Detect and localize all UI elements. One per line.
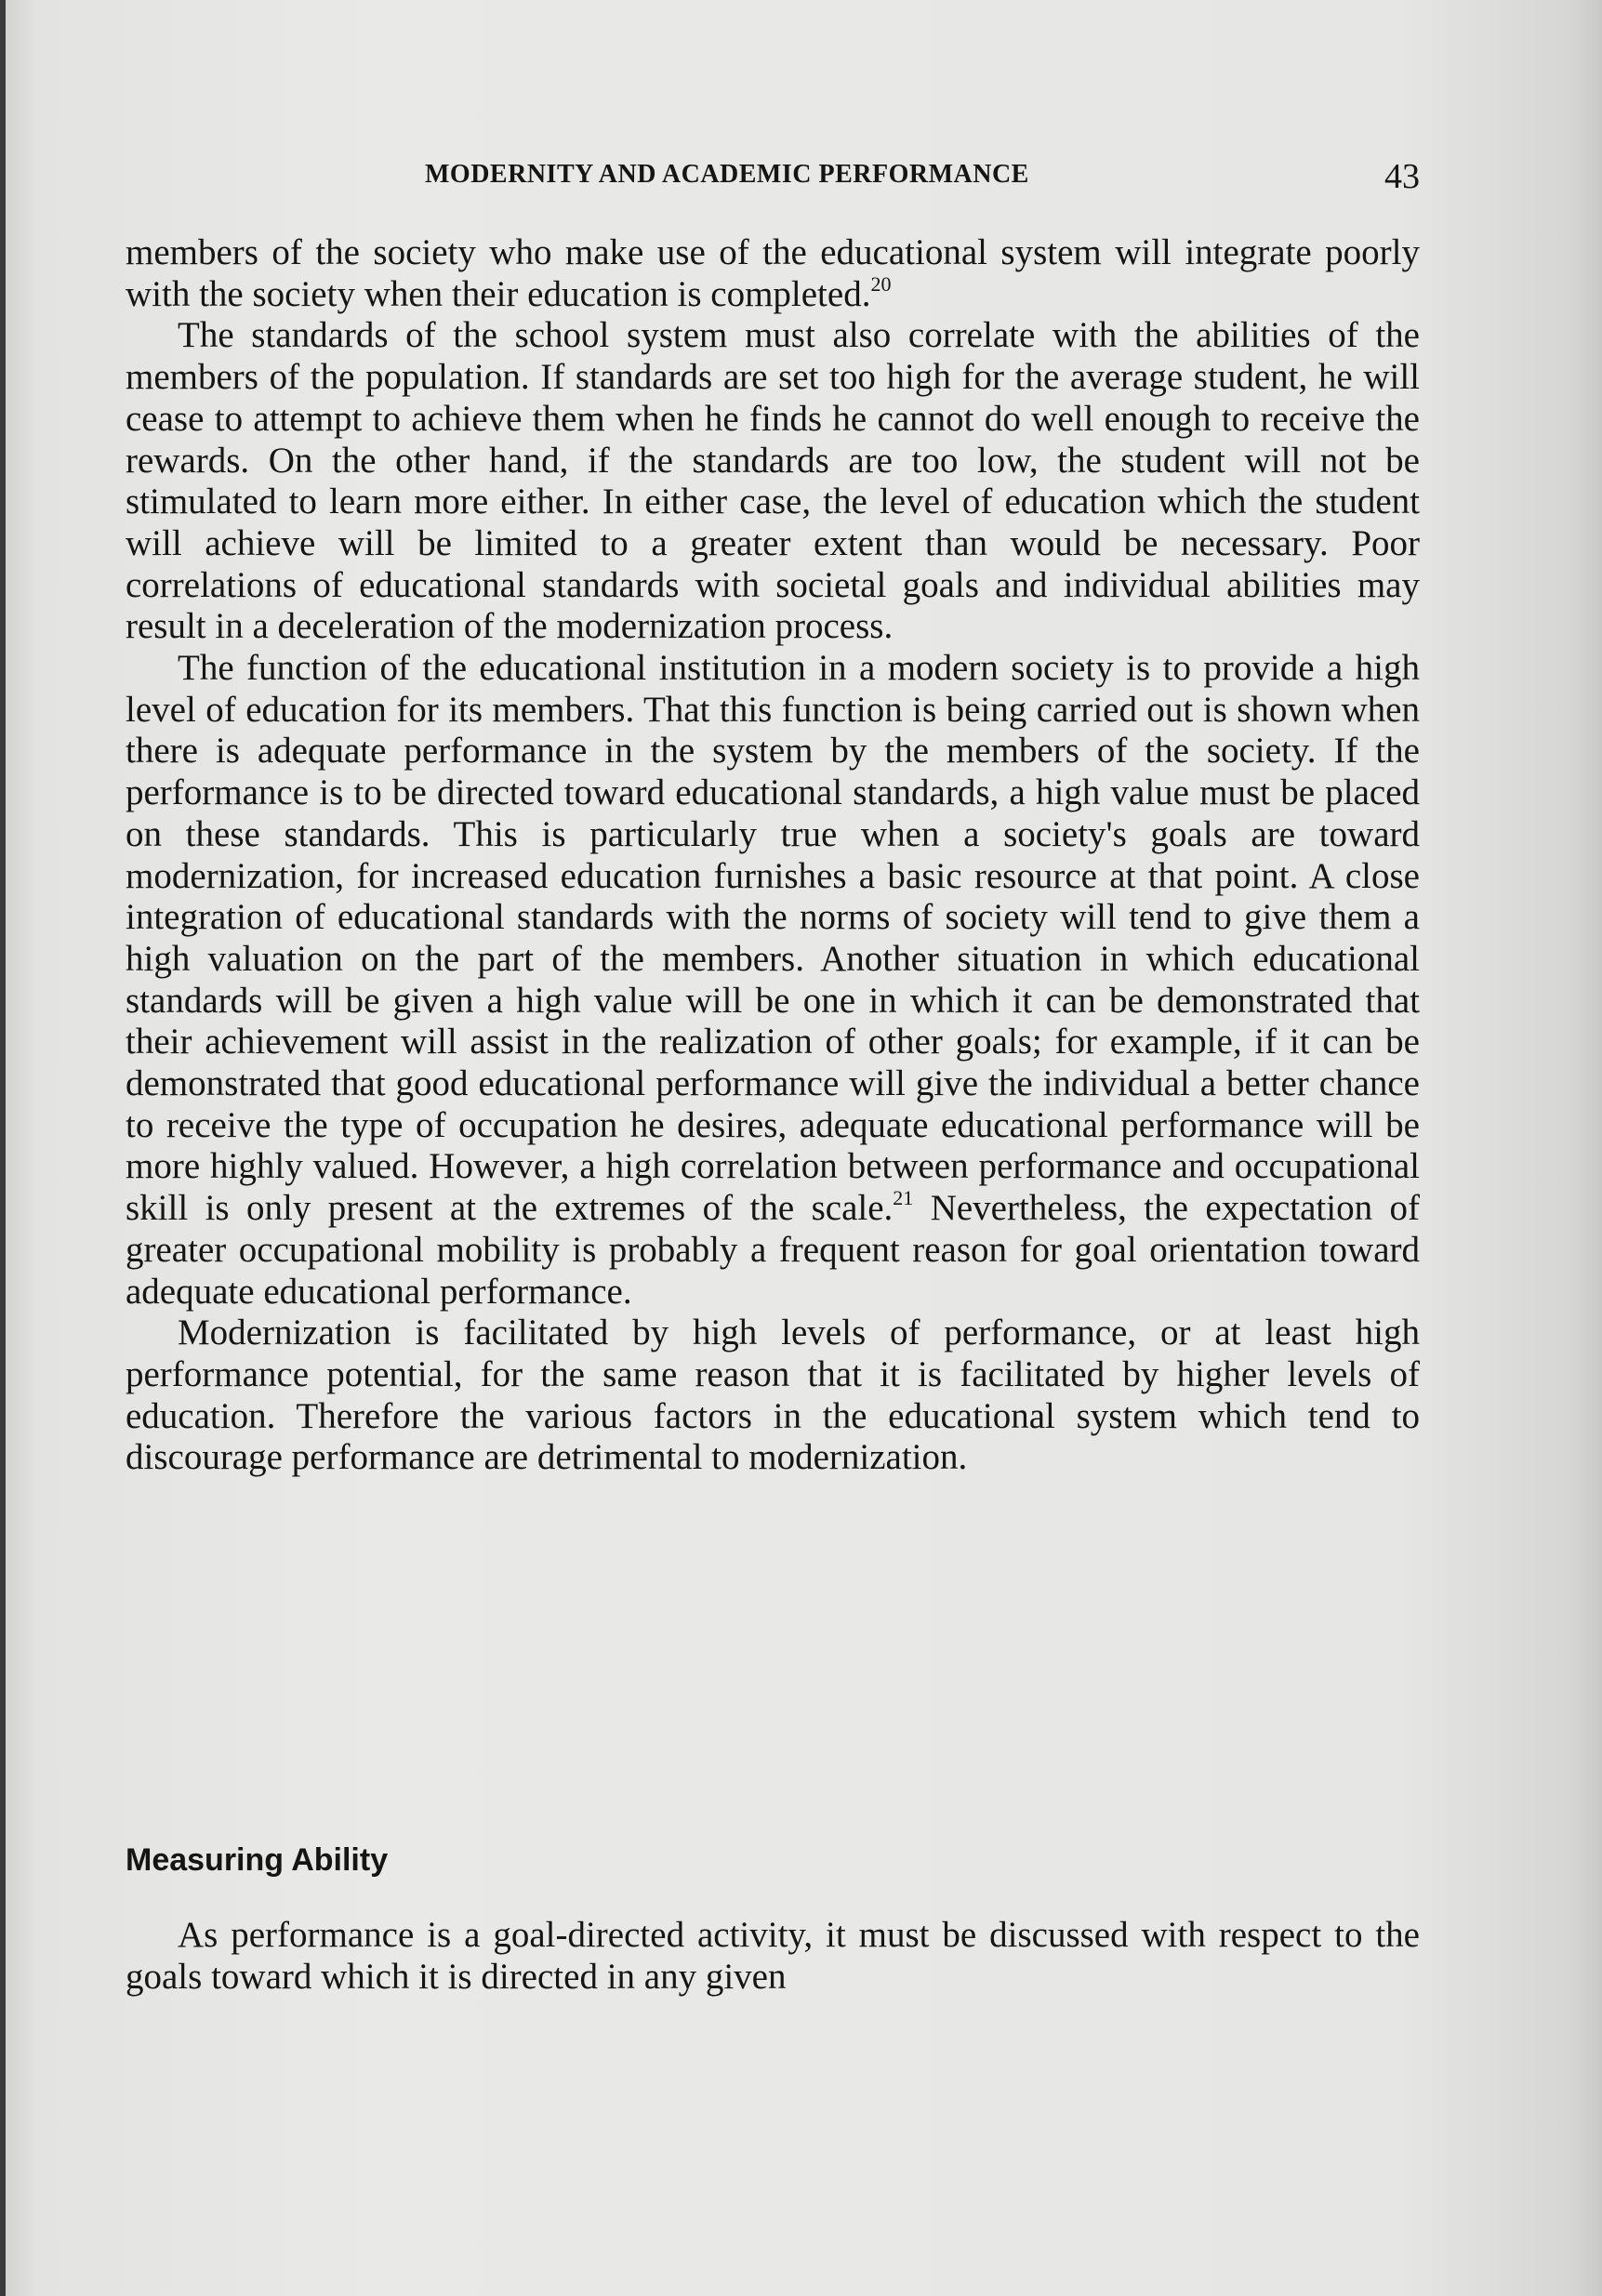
footnote-marker-20: 20: [870, 271, 892, 296]
paragraph-continued: [126, 232, 1420, 315]
page-binding-edge: [0, 0, 6, 2296]
paragraph-text: Modernization is facilitated by high levels of performance, or at least high performance potential, for the same reason that it is facilitated by higher levels of education. Therefore the various factors in the educational system which tend to discourage performance are detrimental to modernization.: [126, 1313, 1420, 1478]
paragraph-modernization: [126, 1313, 1420, 1479]
paragraph-text: members of the society who make use of the educational system will integrate poorly with the society when their education is completed.: [126, 232, 1420, 314]
page-number: 43: [1384, 157, 1420, 196]
paragraph-text: The function of the educational institution in a modern society is to provide a high level of education for its members. That this function is being carried out is shown when there is adequate performance in the system by the members of the society. If the performance is to be directed toward educational standards, a high value must be placed on these standards. This is particularly true when a society's goals are toward modernization, for increased education furnishes a basic resource at that point. A close integration of educational standards with the norms of society will tend to give them a high valuation on the part of the members. Another situation in which educational standards will be given a high value will be one in which it can be demonstrated that their achievement will assist in the realization of other goals; for example, if it can be demonstrated that good educational performance will give the individual a better chance to receive the type of occupation he desires, adequate educational performance will be more highly valued. However, a high correlation between performance and occupational skill is only present at the extremes of the scale.: [126, 648, 1420, 1229]
section-body: [126, 1915, 1420, 1998]
paragraph-text-continued: Nevertheless, the expectation of greater occupational mobility is probably a frequent reason for goal orientation toward adequate educational performance.: [126, 1188, 1420, 1312]
paragraph-function: [126, 648, 1420, 1313]
paragraph-measuring: [126, 1915, 1420, 1998]
running-title: MODERNITY AND ACADEMIC PERFORMANCE: [425, 160, 1029, 189]
paragraph-standards: [126, 315, 1420, 648]
paragraph-text: As performance is a goal-directed activity, it must be discussed with respect to the goals toward which it is directed in any given: [126, 1915, 1420, 1997]
body-text: [126, 232, 1420, 1479]
section-heading: Measuring Ability: [126, 1842, 389, 1878]
footnote-marker-21: 21: [893, 1186, 914, 1210]
running-head: [126, 156, 1420, 199]
paragraph-text: The standards of the school system must also correlate with the abilities of the members of the population. If standards are set too high for the average student, he will cease to attempt to achieve them when he finds he cannot do well enough to receive the rewards. On the other hand, if the standards are too low, the student will not be stimulated to learn more either. In either case, the level of education which the student will achieve will be limited to a greater extent than would be necessary. Poor correlations of educational standards with societal goals and individual abilities may result in a deceleration of the modernization process.: [126, 315, 1420, 647]
